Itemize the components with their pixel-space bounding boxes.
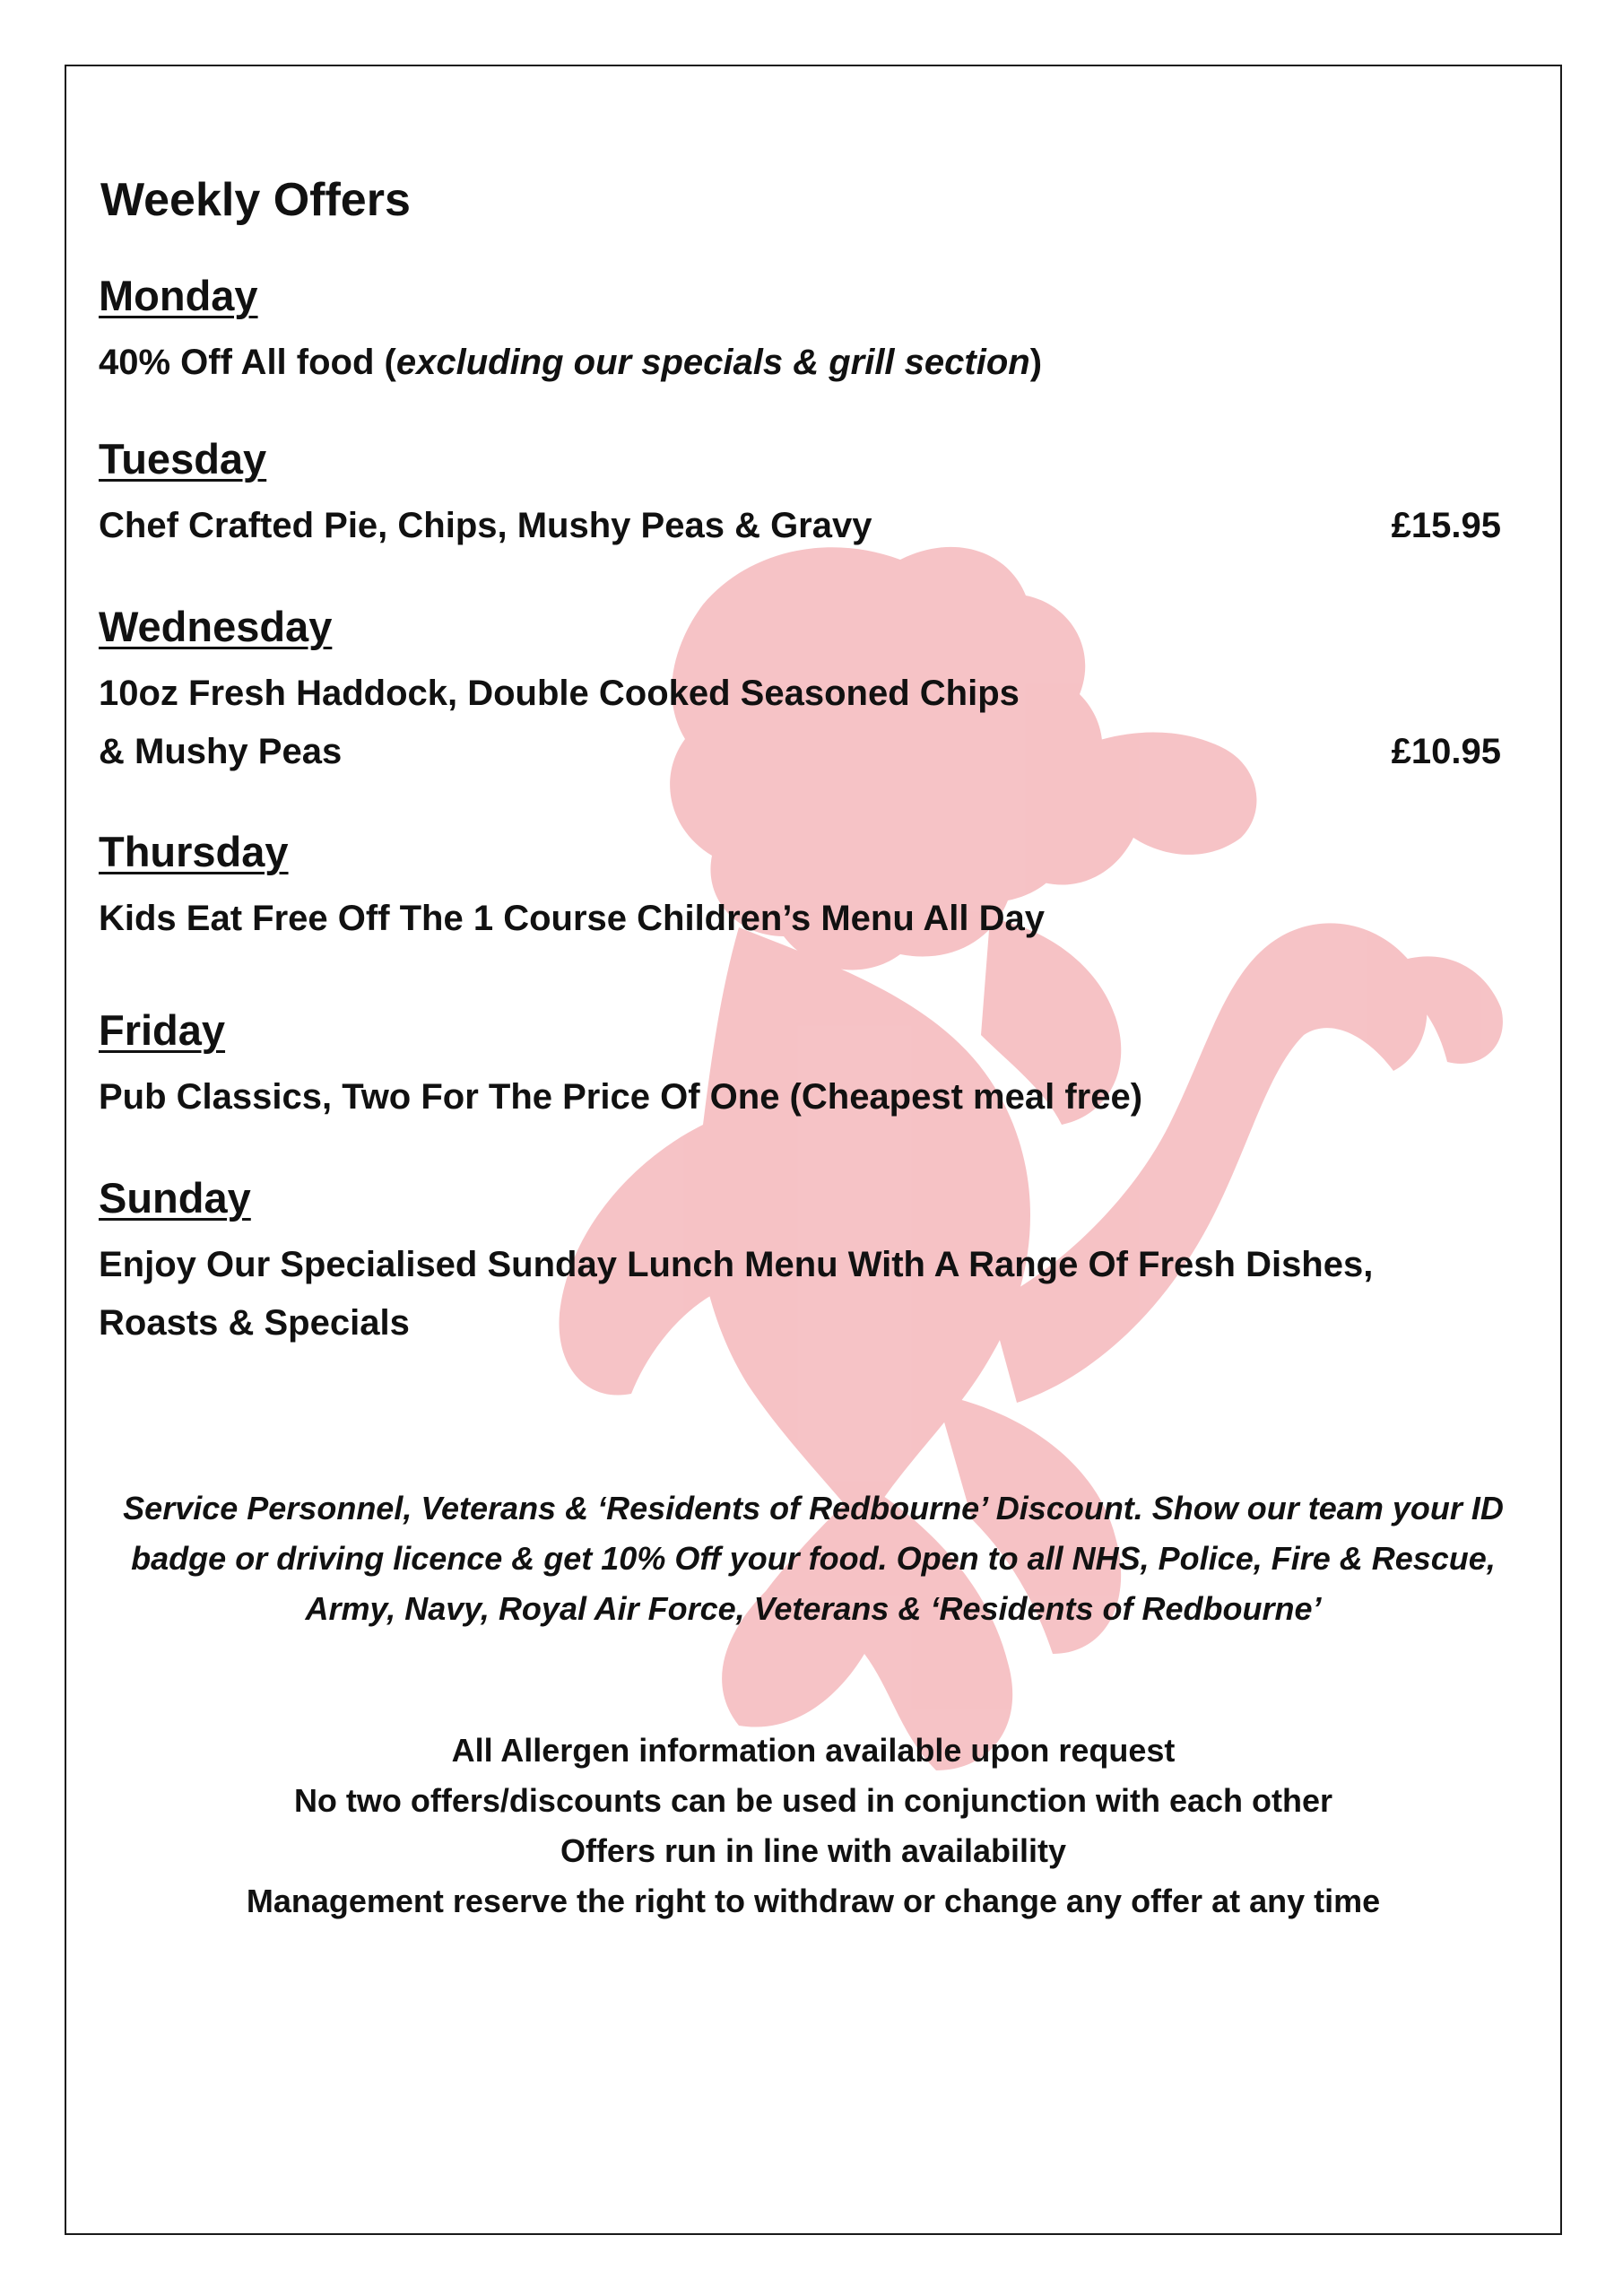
offer-monday xyxy=(99,334,1503,392)
discount-line-2: badge or driving licence & get 10% Off your food. Open to all NHS, Police, Fire & Rescue, xyxy=(131,1540,1496,1577)
discount-notice xyxy=(102,1483,1524,1634)
offer-monday-prefix: 40% Off All food ( xyxy=(99,343,396,383)
offer-wednesday-item-line1: 10oz Fresh Haddock, Double Cooked Seasoned Chips xyxy=(99,674,1020,714)
day-thursday xyxy=(99,827,1503,948)
terms-notes xyxy=(102,1726,1524,1926)
offer-thursday-item: Kids Eat Free Off The 1 Course Children’s Menu All Day xyxy=(99,899,1046,939)
offer-wednesday-item-line2: & Mushy Peas xyxy=(99,732,343,772)
day-heading-friday: Friday xyxy=(99,1006,226,1054)
page-title: Weekly Offers xyxy=(100,174,411,226)
offer-sunday-line2 xyxy=(99,1294,1503,1352)
day-sunday xyxy=(99,1173,1503,1352)
day-heading-tuesday: Tuesday xyxy=(99,435,267,483)
offer-thursday xyxy=(99,890,1503,948)
day-heading-thursday: Thursday xyxy=(99,828,289,875)
offer-tuesday-price: £15.95 xyxy=(1391,506,1501,546)
offer-wednesday-price: £10.95 xyxy=(1391,732,1501,772)
offer-friday-item: Pub Classics, Two For The Price Of One (Cheapest meal free) xyxy=(99,1077,1143,1118)
offer-tuesday-item: Chef Crafted Pie, Chips, Mushy Peas & Gravy xyxy=(99,506,872,546)
offer-monday-suffix: ) xyxy=(1029,343,1043,383)
offer-wednesday-line1 xyxy=(99,665,1503,723)
note-management: Management reserve the right to withdraw or change any offer at any time xyxy=(246,1883,1381,1919)
offer-sunday-item-line1: Enjoy Our Specialised Sunday Lunch Menu With A Range Of Fresh Dishes, xyxy=(99,1245,1374,1285)
offer-sunday-item-line2: Roasts & Specials xyxy=(99,1303,410,1344)
offer-tuesday xyxy=(99,497,1503,555)
note-no-combining: No two offers/discounts can be used in conjunction with each other xyxy=(293,1782,1333,1819)
offer-sunday-line1 xyxy=(99,1236,1503,1294)
menu-page-frame xyxy=(65,65,1562,2235)
discount-line-1: Service Personnel, Veterans & ‘Residents of Redbourne’ Discount. Show our team your ID xyxy=(123,1490,1504,1526)
day-heading-monday: Monday xyxy=(99,272,258,319)
offer-wednesday-line2 xyxy=(99,723,1503,781)
day-heading-sunday: Sunday xyxy=(99,1174,251,1222)
day-heading-wednesday: Wednesday xyxy=(99,603,333,650)
day-friday xyxy=(99,1005,1503,1126)
day-tuesday xyxy=(99,434,1503,555)
note-allergen: All Allergen information available upon request xyxy=(451,1732,1176,1769)
discount-line-3: Army, Navy, Royal Air Force, Veterans & ‘Residents of Redbourne’ xyxy=(305,1590,1322,1627)
day-wednesday xyxy=(99,602,1503,781)
day-monday xyxy=(99,271,1503,392)
note-availability: Offers run in line with availability xyxy=(560,1832,1067,1869)
offer-monday-exclusion: excluding our specials & grill section xyxy=(395,343,1030,383)
offer-friday xyxy=(99,1068,1503,1126)
offer-monday-text xyxy=(99,334,1042,392)
